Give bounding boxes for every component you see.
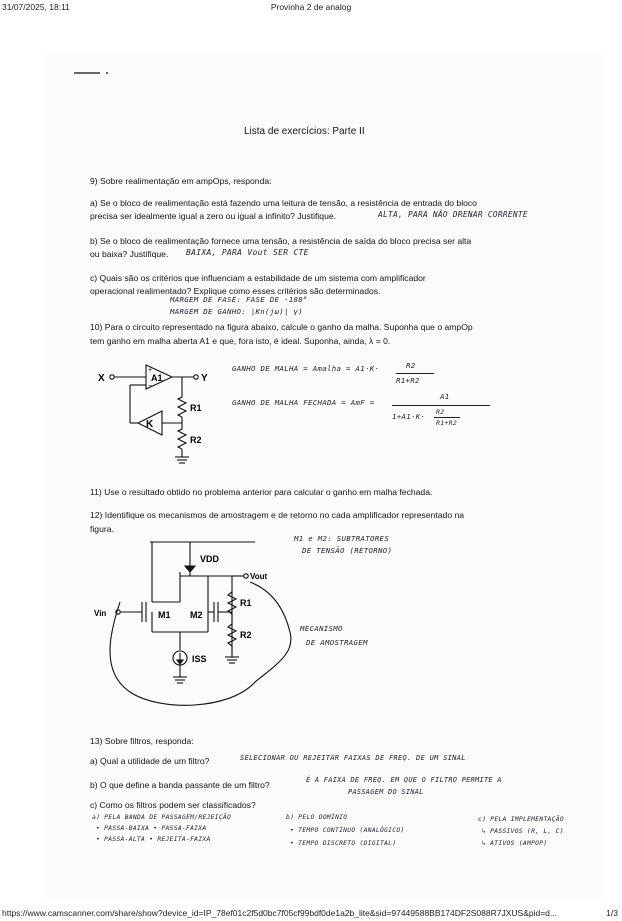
q9b-answer: BAIXA, PARA Vout SER CTE xyxy=(186,248,309,257)
print-header xyxy=(0,0,622,14)
q13c-col2-line2: • TEMPO CONTÍNUO (ANALÓGICO) xyxy=(290,827,405,834)
print-page-counter: 1/3 xyxy=(606,908,618,918)
q13c-col3-line2: ↳ PASSIVOS (R, L, C) xyxy=(482,828,564,835)
circuit-label-r2: R2 xyxy=(240,630,252,640)
circuit-label-a1: A1 xyxy=(151,373,163,383)
q9c-answer-2: MARGEM DE GANHO: |Kn(jω)| γ) xyxy=(170,307,303,316)
print-footer xyxy=(0,907,622,921)
fraction-bar-inner xyxy=(434,417,460,418)
q9c-line1: c) Quais são os critérios que influenciam a estabilidade de um sistema com amplificador xyxy=(90,273,426,283)
print-datetime: 31/07/2025, 18:11 xyxy=(2,2,70,12)
q10-answer-closed-loop-den-num: R2 xyxy=(436,408,445,416)
q9a-answer: ALTA, PARA NÃO DRENAR CORRENTE xyxy=(378,210,528,219)
q9b-line1: b) Se o bloco de realimentação fornece uma tensão, a resistência de saída do bloco precisa ser alta xyxy=(90,236,472,246)
print-url: https://www.camscanner.com/share/show?device_id=IP_78ef01c2f5d0bc7f05cf99bdf0de1a2b_lite&sid=97449588BB174DF2S088R7JXUS&pid=d... xyxy=(2,908,557,918)
q12-note-4: DE AMOSTRAGEM xyxy=(306,638,368,647)
q9c-line2: operacional realimentado? Explique como esses critérios são determinados. xyxy=(90,286,381,296)
q9c-answer-1: MARGEM DE FASE: FASE DE -180° xyxy=(170,295,308,304)
q9-stem: 9) Sobre realimentação em ampOps, responda: xyxy=(90,176,272,186)
scanned-page xyxy=(44,52,604,900)
circuit-label-x: X xyxy=(98,373,105,384)
q13-stem: 13) Sobre filtros, responda: xyxy=(90,736,194,746)
print-title: Provinha 2 de analog xyxy=(270,2,352,12)
q13b-answer-2: PASSAGEM DO SINAL xyxy=(348,788,424,796)
q13a-question: a) Qual a utilidade de um filtro? xyxy=(90,756,210,766)
q13b-question: b) O que define a banda passante de um filtro? xyxy=(90,780,270,790)
q10-answer-closed-loop-den: 1+A1·K· xyxy=(392,412,426,421)
q13c-col1-line2: • PASSA-BAIXA • PASSA-FAIXA xyxy=(96,825,207,832)
q10-line2: tem ganho em malha aberta A1 e que, fora isto, é ideal. Suponha, ainda, λ = 0. xyxy=(90,336,391,346)
circuit-label-vout: Vout xyxy=(250,572,268,581)
circuit-label-m2: M2 xyxy=(190,610,203,620)
q13c-col1-line3: • PASSA-ALTA • REJEITA-FAIXA xyxy=(96,836,211,843)
q10-answer-loop-gain-den: R1+R2 xyxy=(396,376,420,385)
fraction-bar xyxy=(396,373,434,374)
q10-answer-closed-loop-den-den: R1+R2 xyxy=(436,419,458,427)
q10-answer-closed-loop: GANHO DE MALHA FECHADA = AmF = xyxy=(232,398,375,407)
q10-line1: 10) Para o circuito representado na figura abaixo, calcule o ganho da malha. Suponha que o ampOp xyxy=(90,322,473,332)
q12-line1: 12) Identifique os mecanismos de amostragem e de retorno no cada amplificador representado na xyxy=(90,510,465,520)
q12-note-2: DE TENSÃO (RETORNO) xyxy=(302,546,393,555)
circuit-label-r2: R2 xyxy=(190,435,202,445)
q13c-col2-line3: • TEMPO DISCRETO (DIGITAL) xyxy=(290,840,397,847)
q13c-col2-line1: b) PELO DOMÍNIO xyxy=(286,814,348,821)
q10-feedback-circuit xyxy=(90,357,250,472)
circuit-label-iss: ISS xyxy=(192,654,207,664)
q12-note-3: MECANISMO xyxy=(300,624,343,633)
circuit-label-y: Y xyxy=(201,373,208,384)
q13c-col3-line1: c) PELA IMPLEMENTAÇÃO xyxy=(478,816,564,823)
q9b-line2: ou baixa? Justifique. xyxy=(90,249,169,259)
circuit-label-k: K xyxy=(146,419,154,430)
q13c-col1-line1: a) PELA BANDA DE PASSAGEM/REJEIÇÃO xyxy=(92,814,232,821)
plus-sign: + xyxy=(148,367,153,374)
q10-answer-loop-gain-num: R2 xyxy=(406,361,416,370)
q9a-line2: precisa ser idealmente igual a zero ou igual a infinito? Justifique. xyxy=(90,211,337,221)
q12-line2: figura. xyxy=(90,524,114,534)
q10-answer-closed-loop-num: A1 xyxy=(440,392,450,401)
scan-dot xyxy=(106,72,108,74)
q13c-question: c) Como os filtros podem ser classificados? xyxy=(90,800,256,810)
q12-note-1: M1 e M2: SUBTRATORES xyxy=(294,534,389,543)
circuit-label-vdd: VDD xyxy=(200,554,220,564)
fraction-bar-main xyxy=(392,405,490,406)
q13a-answer: SELECIONAR OU REJEITAR FAIXAS DE FREQ. DE UM SINAL xyxy=(240,754,466,762)
q10-answer-loop-gain: GANHO DE MALHA = Amalha = A1·K· xyxy=(232,364,380,373)
scan-mark xyxy=(74,72,100,74)
circuit-label-vin: Vin xyxy=(94,609,107,618)
q13c-col3-line3: ↳ ATIVOS (AMPOP) xyxy=(482,840,548,847)
minus-sign: − xyxy=(148,383,153,390)
page-title: Lista de exercícios: Parte II xyxy=(244,126,365,137)
circuit-label-m1: M1 xyxy=(158,610,171,620)
q9a-line1: a) Se o bloco de realimentação está fazendo uma leitura de tensão, a resistência de entrada do bloco xyxy=(90,198,477,208)
circuit-label-r1: R1 xyxy=(240,598,252,608)
q13b-answer-1: É A FAIXA DE FREQ. EM QUE O FILTRO PERMITE A xyxy=(306,776,502,784)
q11-text: 11) Use o resultado obtido no problema anterior para calcular o ganho em malha fechada. xyxy=(90,487,433,497)
circuit-label-r1: R1 xyxy=(190,403,202,413)
